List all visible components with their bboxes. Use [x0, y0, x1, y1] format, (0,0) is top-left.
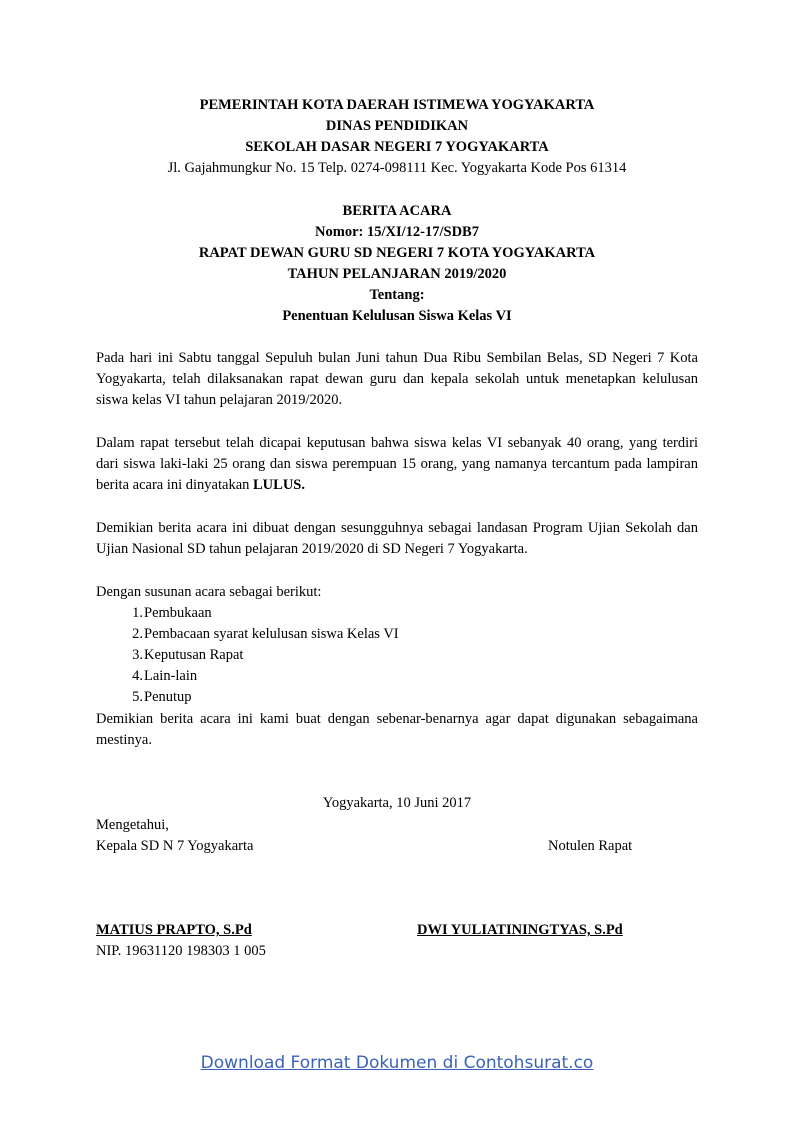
list-item	[96, 687, 656, 708]
agenda-list	[96, 603, 656, 708]
list-item-text: Penutup	[144, 689, 192, 705]
download-footer	[0, 1051, 794, 1075]
list-item-number: 2.	[132, 626, 143, 642]
letterhead-department: DINAS PENDIDIKAN	[325, 118, 469, 134]
list-item-number: 4.	[132, 668, 143, 684]
list-item	[96, 666, 656, 687]
paragraph-basis: Demikian berita acara ini dibuat dengan sesungguhnya sebagai landasan Program Ujian Sekolah dan Ujian Nasional SD tahun pelajaran 2019/2020 di SD Negeri 7 Yogyakarta.	[96, 520, 698, 557]
paragraph-closing: Demikian berita acara ini kami buat dengan sebenar-benarnya agar dapat digunakan sebagaimana mestinya.	[96, 711, 698, 748]
list-item-number: 3.	[132, 647, 143, 663]
principal-role: Kepala SD N 7 Yogyakarta	[96, 838, 254, 854]
place-date: Yogyakarta, 10 Juni 2017	[322, 795, 472, 811]
subject-label: Tentang:	[369, 287, 425, 303]
list-item	[96, 645, 656, 666]
paragraph-decision	[96, 433, 698, 496]
decision-result: LULUS.	[253, 477, 305, 493]
paragraph-decision-text: Dalam rapat tersebut telah dicapai keputusan bahwa siswa kelas VI sebanyak 40 orang, yang terdiri dari siswa laki-laki 25 orang dan siswa perempuan 15 orang, yang namanya tercantum pada lampiran berita acara ini dinyatakan	[96, 435, 698, 493]
principal-name: MATIUS PRAPTO, S.Pd	[96, 922, 252, 938]
academic-year: TAHUN PELANJARAN 2019/2020	[287, 266, 507, 282]
list-item-number: 5.	[132, 689, 143, 705]
list-item-number: 1.	[132, 605, 143, 621]
letterhead-school: SEKOLAH DASAR NEGERI 7 YOGYAKARTA	[245, 139, 549, 155]
document-number: Nomor: 15/XI/12-17/SDB7	[315, 224, 479, 240]
secretary-role: Notulen Rapat	[548, 838, 633, 854]
list-item-text: Keputusan Rapat	[144, 647, 244, 663]
document-title: BERITA ACARA	[342, 203, 452, 219]
letterhead	[96, 95, 698, 179]
secretary-name: DWI YULIATININGTYAS, S.Pd	[417, 922, 623, 938]
document-title-block	[96, 201, 698, 327]
list-item-text: Pembukaan	[144, 605, 212, 621]
paragraph-opening: Pada hari ini Sabtu tanggal Sepuluh bulan Juni tahun Dua Ribu Sembilan Belas, SD Negeri 7 Kota Yogyakarta, telah dilaksanakan rapat dewan guru dan kepala sekolah untuk menetapkan kelulusan siswa kelas VI tahun pelajaran 2019/2020.	[96, 350, 698, 408]
list-item-text: Lain-lain	[144, 668, 198, 684]
agenda-intro: Dengan susunan acara sebagai berikut:	[96, 584, 322, 600]
list-item	[96, 624, 656, 645]
list-item-text: Pembacaan syarat kelulusan siswa Kelas VI	[144, 626, 399, 642]
letterhead-government: PEMERINTAH KOTA DAERAH ISTIMEWA YOGYAKARTA	[199, 97, 595, 113]
principal-nip: NIP. 19631120 198303 1 005	[96, 943, 266, 959]
subject-text: Penentuan Kelulusan Siswa Kelas VI	[282, 308, 512, 324]
letterhead-address: Jl. Gajahmungkur No. 15 Telp. 0274-098111 Kec. Yogyakarta Kode Pos 61314	[167, 160, 627, 176]
meeting-title: RAPAT DEWAN GURU SD NEGERI 7 KOTA YOGYAKARTA	[198, 245, 596, 261]
acknowledged-label: Mengetahui,	[96, 817, 169, 833]
list-item	[96, 603, 656, 624]
download-link[interactable]: Download Format Dokumen di Contohsurat.co	[200, 1053, 594, 1073]
